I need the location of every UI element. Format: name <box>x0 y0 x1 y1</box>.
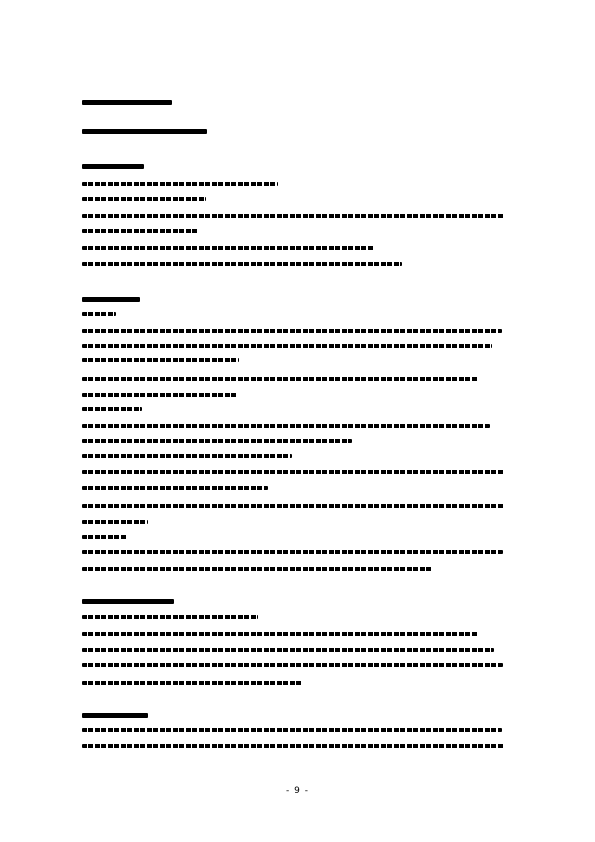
subsection-heading-3 <box>82 598 174 604</box>
text-line <box>82 662 503 668</box>
text-line <box>82 311 116 317</box>
text-line <box>82 406 142 412</box>
text-line <box>82 469 504 475</box>
text-line <box>82 181 278 187</box>
text-line <box>82 438 352 444</box>
text-line <box>82 503 504 509</box>
text-line <box>82 647 494 653</box>
text-line <box>82 357 239 363</box>
text-line <box>82 196 206 202</box>
text-line <box>82 392 238 398</box>
subsection-heading-1 <box>82 163 144 169</box>
text-line <box>82 743 504 749</box>
text-line <box>82 727 502 733</box>
text-line <box>82 213 504 219</box>
subsection-heading-4 <box>82 712 148 718</box>
text-line <box>82 376 478 382</box>
text-line <box>82 566 432 572</box>
text-line <box>82 423 490 429</box>
text-line <box>82 328 502 334</box>
text-line <box>82 245 374 251</box>
text-line <box>82 680 302 686</box>
text-line <box>82 261 402 267</box>
text-line <box>82 631 478 637</box>
text-line <box>82 228 198 234</box>
text-line <box>82 453 292 459</box>
text-line <box>82 549 503 555</box>
document-header <box>82 99 172 105</box>
section-heading <box>82 128 207 134</box>
text-line <box>82 485 268 491</box>
text-line <box>82 614 258 620</box>
subsection-heading-2 <box>82 296 140 302</box>
text-line <box>82 534 127 540</box>
text-line <box>82 519 148 525</box>
text-line <box>82 343 492 349</box>
page-number: - 9 - <box>286 786 309 796</box>
